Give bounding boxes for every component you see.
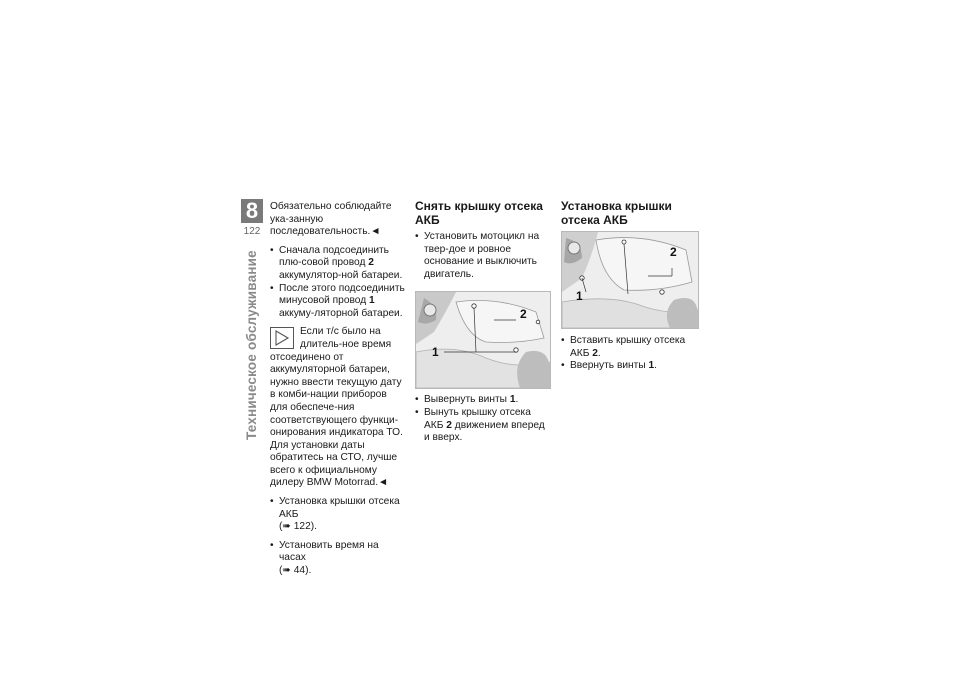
- ref-list: [270, 496, 406, 534]
- callout-2: 2: [670, 245, 677, 259]
- chapter-title: Техническое обслуживание: [244, 250, 259, 440]
- step-list: [415, 394, 549, 444]
- list-item: • Установка крышки отсека АКБ (➠ 122).: [270, 496, 406, 534]
- battery-cover-figure: [415, 291, 551, 389]
- list-item: • Вывернуть винты 1.: [415, 394, 549, 407]
- connect-list: [270, 245, 406, 321]
- list-item: • Сначала подсоединить плю-совой провод 2 аккумулятор-ной батареи.: [270, 245, 406, 283]
- section-heading: Установка крышки отсека АКБ: [561, 199, 672, 227]
- callout-1: 1: [432, 345, 439, 360]
- list-item: • Ввернуть винты 1.: [561, 360, 701, 373]
- note-block: [270, 326, 406, 490]
- note-text: Если т/с было на длитель-ное время отсоединено от аккумуляторной батареи, нужно ввести текущую дату в комби-нации приборов для обеспече-ния соответствующего функци-онирования индикатора ТО. Для установки даты обратитесь на СТО, лучше всего к официальному дилеру BMW Motorrad.◄: [270, 326, 403, 489]
- page-reference[interactable]: (➠ 44).: [279, 565, 312, 577]
- list-item: • Вынуть крышку отсека АКБ 2 движением вперед и вверх.: [415, 407, 549, 445]
- column-2: [415, 200, 549, 445]
- battery-cover-figure: [561, 231, 699, 329]
- page-reference[interactable]: (➠ 122).: [279, 521, 317, 533]
- motorcycle-illustration: [562, 232, 698, 328]
- list-item: • Вставить крышку отсека АКБ 2.: [561, 335, 701, 360]
- column-3: [561, 200, 701, 373]
- list-item: • Установить время на часах (➠ 44).: [270, 540, 406, 578]
- step-list: [561, 335, 701, 373]
- step-list: [415, 231, 549, 281]
- triangle-play-icon: [270, 327, 294, 349]
- list-item: • Установить мотоцикл на твер-дое и ровное основание и выключить двигатель.: [415, 231, 549, 281]
- section-heading: Снять крышку отсека АКБ: [415, 199, 543, 227]
- list-item: • После этого подсоединить минусовой провод 1 аккуму-ляторной батареи.: [270, 283, 406, 321]
- callout-1: 1: [576, 289, 583, 303]
- intro-text: Обязательно соблюдайте ука-занную последовательность.◄: [270, 201, 392, 238]
- chapter-number: 8: [241, 199, 263, 223]
- page-number: 122: [243, 226, 261, 237]
- column-1: [270, 201, 406, 578]
- callout-2: 2: [520, 307, 527, 322]
- motorcycle-illustration: [416, 292, 550, 388]
- ref-list: [270, 540, 406, 578]
